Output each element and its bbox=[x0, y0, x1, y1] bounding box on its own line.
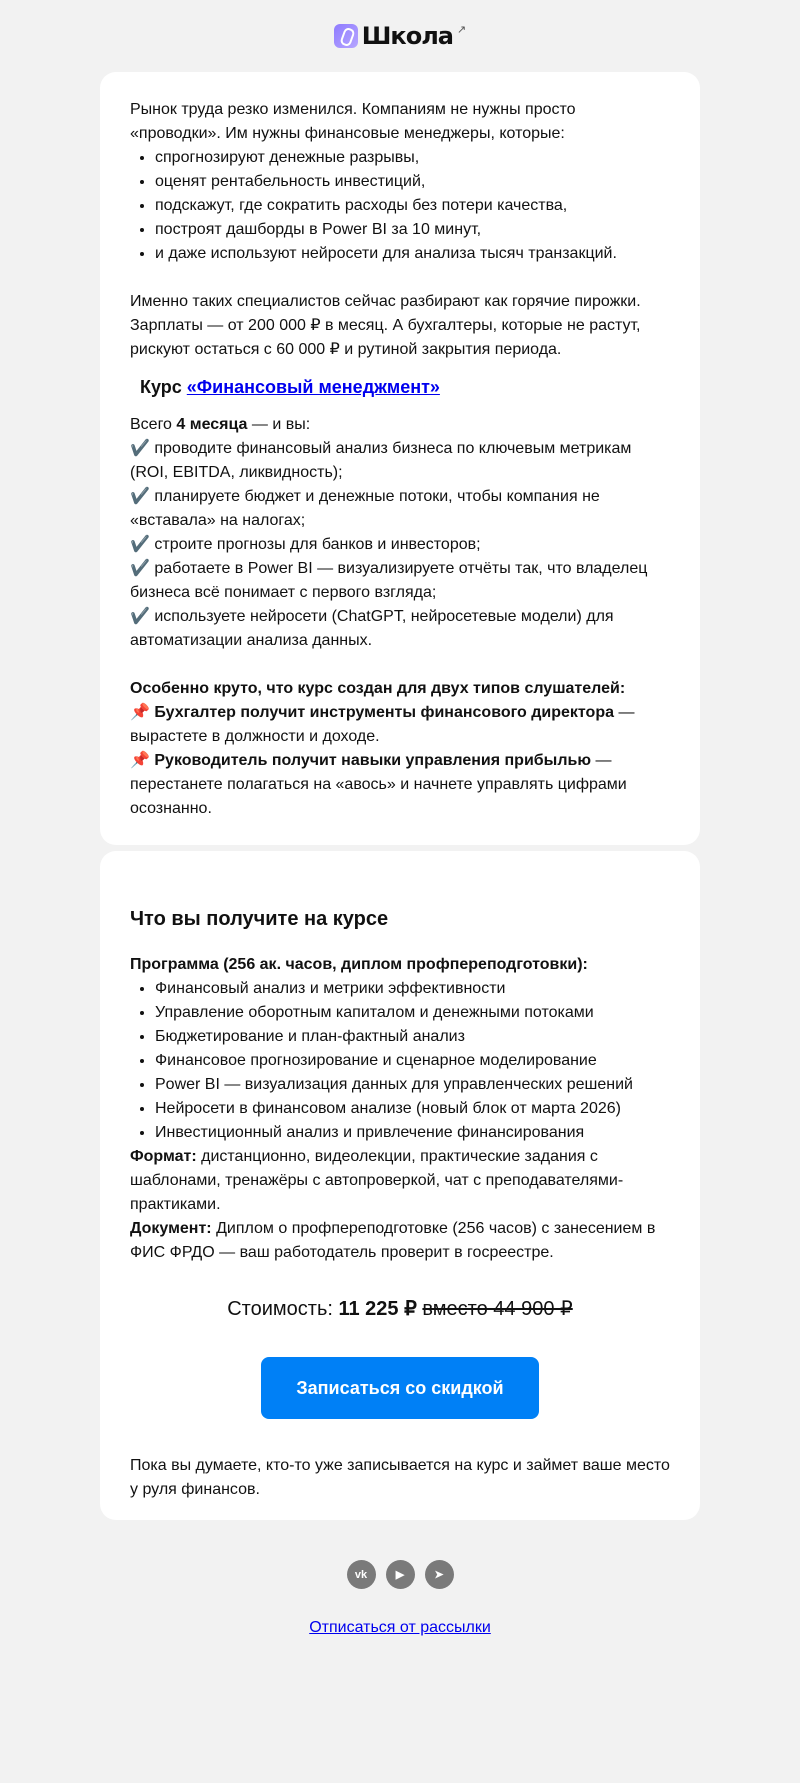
benefit-item: ✔️ строите прогнозы для банков и инвесторов; bbox=[130, 536, 481, 553]
telegram-icon[interactable]: ➤ bbox=[425, 1560, 454, 1589]
intro-bullet-list bbox=[155, 146, 670, 266]
audience-heading-text: Особенно круто, что курс создан для двух типов слушателей: bbox=[130, 680, 626, 697]
price-line bbox=[130, 1295, 670, 1323]
course-link[interactable]: «Финансовый менеджмент» bbox=[186, 377, 440, 397]
unsubscribe-link[interactable]: Отписаться от рассылки bbox=[309, 1619, 491, 1636]
price-current: 11 225 ₽ bbox=[338, 1298, 417, 1320]
list-item: • Финансовый анализ и метрики эффективности bbox=[155, 977, 670, 1001]
program-label-text: Программа (256 ак. часов, диплом профпереподготовки): bbox=[130, 956, 588, 973]
list-item: • Инвестиционный анализ и привлечение финансирования bbox=[155, 1121, 670, 1145]
audience-heading bbox=[130, 677, 670, 701]
list-item: • Финансовое прогнозирование и сценарное моделирование bbox=[155, 1049, 670, 1073]
benefits-lead bbox=[130, 413, 670, 437]
price-label: Стоимость: bbox=[227, 1298, 339, 1320]
signup-discount-button[interactable]: Записаться со скидкой bbox=[261, 1357, 539, 1419]
logo-text: Школа bbox=[361, 22, 453, 50]
format-text bbox=[130, 1145, 670, 1217]
cta-wrap bbox=[130, 1357, 670, 1419]
document-label: Документ: bbox=[130, 1220, 212, 1237]
document-text bbox=[130, 1217, 670, 1265]
benefits-lead-a: Всего bbox=[130, 416, 177, 433]
benefits-lead-c: — и вы: bbox=[247, 416, 311, 433]
program-label bbox=[130, 953, 670, 977]
logo-clip-icon bbox=[334, 24, 358, 48]
email-header bbox=[0, 0, 800, 72]
benefit-item: ✔️ планируете бюджет и денежные потоки, чтобы компания не «вставала» на налогах; bbox=[130, 488, 600, 529]
list-item: • построят дашборды в Power BI за 10 минут, bbox=[155, 218, 670, 242]
list-item: • подскажут, где сократить расходы без потери качества, bbox=[155, 194, 670, 218]
audience-accountant-rest: — вырастете в должности и доходе. bbox=[130, 704, 635, 745]
audience-manager bbox=[130, 749, 670, 821]
list-item: • Power BI — визуализация данных для управленческих решений bbox=[155, 1073, 670, 1097]
benefit-item: ✔️ работаете в Power BI — визуализируете отчёты так, что владелец бизнеса всё понимает с первого взгляда; bbox=[130, 560, 648, 601]
audience-accountant-bold: 📌 Бухгалтер получит инструменты финансового директора bbox=[130, 704, 614, 721]
format-value: дистанционно, видеолекции, практические задания с шаблонами, тренажёры с автопроверкой, чат с преподавателями-практиками. bbox=[130, 1148, 624, 1213]
benefit-item: ✔️ проводите финансовый анализ бизнеса по ключевым метрикам (ROI, EBITDA, ликвидность); bbox=[130, 440, 632, 481]
youtube-icon[interactable]: ▶ bbox=[386, 1560, 415, 1589]
intro-paragraph: Рынок труда резко изменился. Компаниям не нужны просто «проводки». Им нужны финансовые менеджеры, которые: bbox=[130, 101, 576, 142]
document-value: Диплом о профпереподготовке (256 часов) с занесением в ФИС ФРДО — ваш работодатель проверит в госреестре. bbox=[130, 1220, 656, 1261]
course-prefix: Курс bbox=[140, 377, 187, 397]
list-item: • Управление оборотным капиталом и денежными потоками bbox=[155, 1001, 670, 1025]
benefits-duration: 4 месяца bbox=[176, 416, 248, 433]
program-heading: Что вы получите на курсе bbox=[130, 908, 389, 930]
external-link-icon: ↗ bbox=[456, 24, 467, 36]
list-item: • Бюджетирование и план-фактный анализ bbox=[155, 1025, 670, 1049]
list-item: • и даже используют нейросети для анализа тысяч транзакций. bbox=[155, 242, 670, 266]
list-item: • Нейросети в финансовом анализе (новый блок от марта 2026) bbox=[155, 1097, 670, 1121]
footnote: Пока вы думаете, кто-то уже записывается на курс и займет ваше место у руля финансов. bbox=[130, 1457, 670, 1498]
salary-paragraph: Именно таких специалистов сейчас разбирают как горячие пирожки. Зарплаты — от 200 000 ₽ в месяц. А бухгалтеры, которые не растут, рискуют остаться с 60 000 ₽ и рутиной закрытия периода. bbox=[130, 293, 641, 358]
unsubscribe-wrap bbox=[0, 1616, 800, 1640]
logo[interactable] bbox=[334, 24, 466, 48]
audience-accountant bbox=[130, 701, 670, 749]
vk-icon[interactable]: vk bbox=[347, 1560, 376, 1589]
price-old: вместо 44 900 ₽ bbox=[422, 1298, 573, 1320]
list-item: • оценят рентабельность инвестиций, bbox=[155, 170, 670, 194]
audience-manager-rest: — перестанете полагаться на «авось» и начнете управлять цифрами осознанно. bbox=[130, 752, 627, 817]
benefit-item: ✔️ используете нейросети (ChatGPT, нейросетевые модели) для автоматизации анализа данных. bbox=[130, 608, 614, 649]
list-item: • спрогнозируют денежные разрывы, bbox=[155, 146, 670, 170]
program-card bbox=[100, 851, 700, 1520]
audience-manager-bold: 📌 Руководитель получит навыки управления прибылью bbox=[130, 752, 591, 769]
intro-card bbox=[100, 72, 700, 845]
program-list bbox=[155, 977, 670, 1145]
course-title bbox=[140, 375, 670, 399]
social-links bbox=[0, 1560, 800, 1589]
format-label: Формат: bbox=[130, 1148, 197, 1165]
